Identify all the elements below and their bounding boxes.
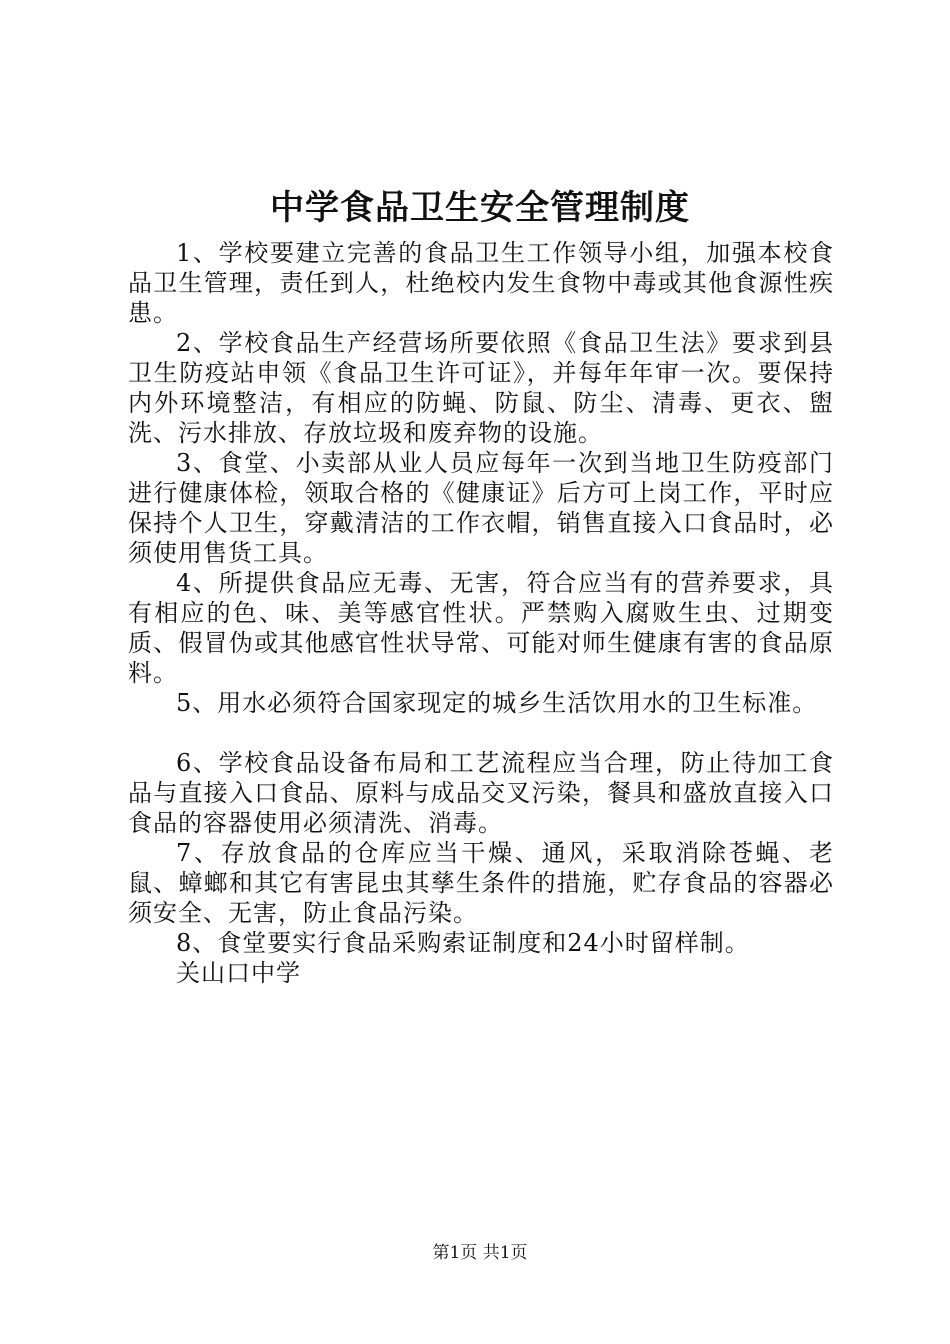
document-body xyxy=(128,238,834,988)
paragraph-2: 2、学校食品生产经营场所要依照《食品卫生法》要求到县卫生防疫站申领《食品卫生许可证》，并每年年审一次。要保持内外环境整洁，有相应的防蝇、防鼠、防尘、清毒、更衣、盥洗、污水排放、存放垃圾和废弃物的设施。 xyxy=(128,329,834,447)
document-title: 中学食品卫生安全管理制度 xyxy=(270,188,690,228)
paragraph-7: 7、存放食品的仓库应当干燥、通风，采取消除苍蝇、老鼠、蟑螂和其它有害昆虫其孳生条件的措施，贮存食品的容器必须安全、无害，防止食品污染。 xyxy=(128,839,834,927)
signature: 关山口中学 xyxy=(176,959,301,987)
paragraph-6: 6、学校食品设备布局和工艺流程应当合理，防止待加工食品与直接入口食品、原料与成品交叉污染，餐具和盛放直接入口食品的容器使用必须清洗、消毒。 xyxy=(128,749,834,837)
paragraph-1: 1、学校要建立完善的食品卫生工作领导小组，加强本校食品卫生管理，责任到人，杜绝校内发生食物中毒或其他食源性疾患。 xyxy=(128,239,834,327)
paragraph-3: 3、食堂、小卖部从业人员应每年一次到当地卫生防疫部门进行健康体检，领取合格的《健康证》后方可上岗工作，平时应保持个人卫生，穿戴清洁的工作衣帽，销售直接入口食品时，必须使用售货工具。 xyxy=(128,449,834,567)
page-footer: 第1页 共1页 xyxy=(432,1243,528,1263)
paragraph-4: 4、所提供食品应无毒、无害，符合应当有的营养要求，具有相应的色、味、美等感官性状。严禁购入腐败生虫、过期变质、假冒伪或其他感官性状导常、可能对师生健康有害的食品原料。 xyxy=(128,569,834,687)
paragraph-8: 8、食堂要实行食品采购索证制度和24小时留样制。 xyxy=(176,929,750,957)
paragraph-5: 5、用水必须符合国家现定的城乡生活饮用水的卫生标准。 xyxy=(176,689,818,717)
